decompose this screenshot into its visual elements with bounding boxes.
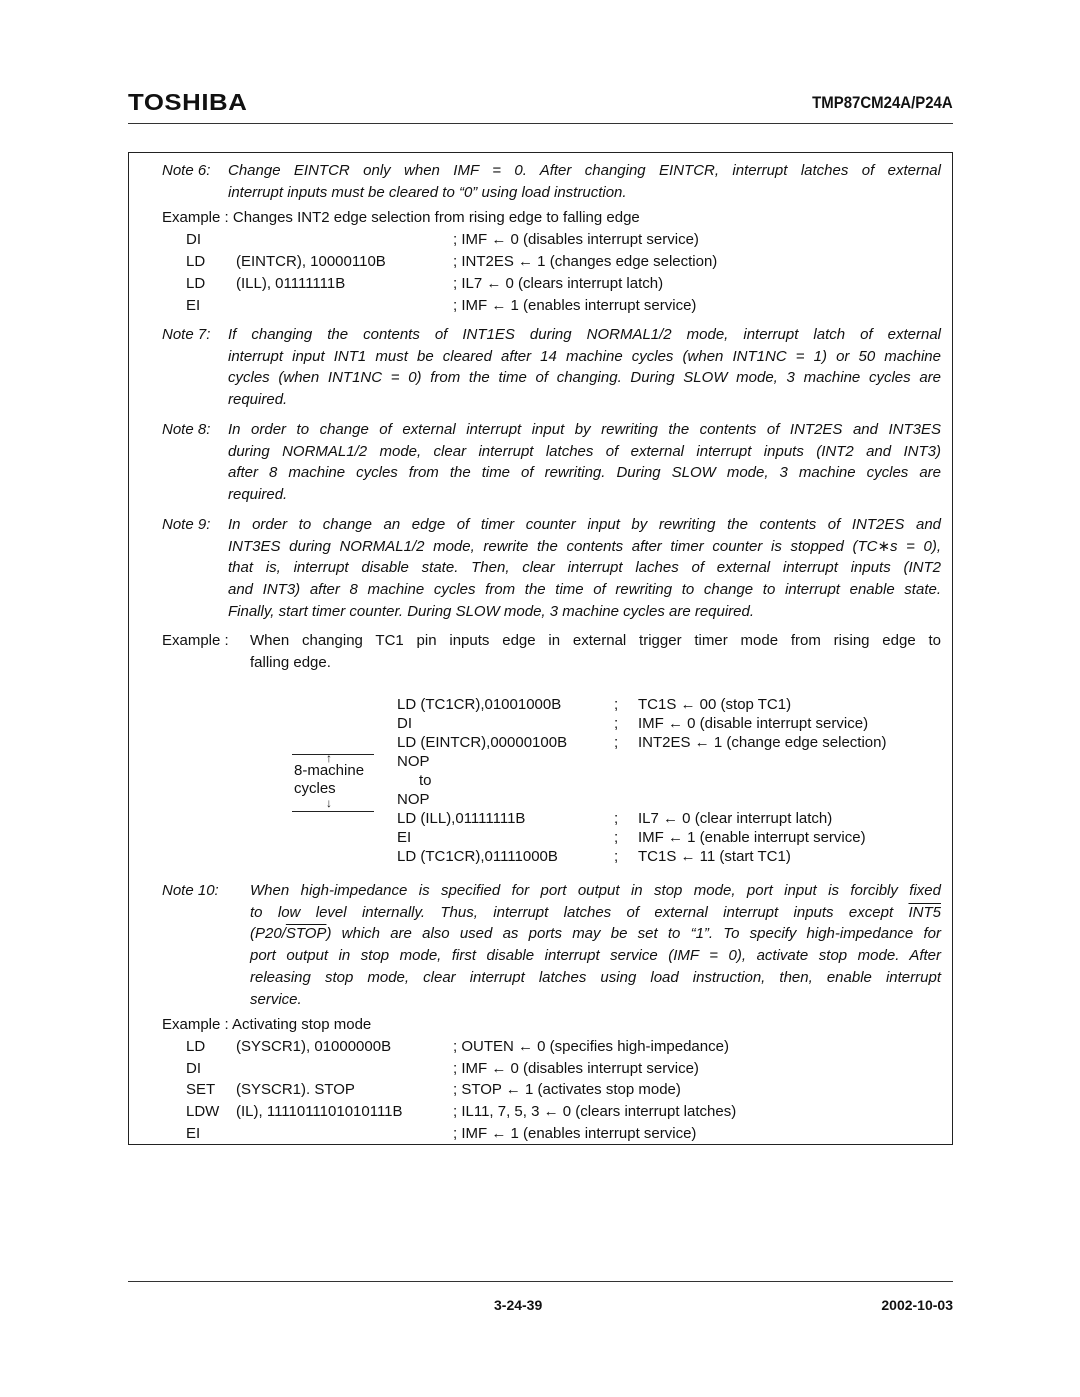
code-comment: INT2ES ← 1 (change edge selection) (638, 734, 887, 751)
code-op: LDW (186, 1103, 220, 1120)
example2-label: Example : (162, 632, 229, 649)
code-comment: IMF ← 1 (enable interrupt service) (638, 829, 866, 846)
code-line: LD (TC1CR),01001000B (397, 696, 562, 713)
code-op: LD (186, 253, 206, 270)
code-op: LD (186, 275, 206, 292)
code-op: EI (186, 297, 201, 314)
example3-title: Example : Activating stop mode (162, 1016, 372, 1033)
bracket-label-line1: 8-machine (294, 762, 365, 779)
code-semicolon: ; (614, 829, 619, 846)
code-line: LD (ILL),01111111B (397, 810, 526, 827)
code-op: DI (186, 1060, 201, 1077)
arrow-up-icon: ↑ (326, 751, 332, 765)
code-semicolon: ; (614, 715, 619, 732)
arrow-down-icon: ↓ (326, 796, 332, 810)
code-comment: TC1S ← 11 (start TC1) (638, 848, 791, 865)
code-comment: ; IMF ← 0 (disables interrupt service) (453, 1060, 699, 1077)
header-rule (128, 123, 953, 124)
code-comment: IL7 ← 0 (clear interrupt latch) (638, 810, 833, 827)
example2-text: When changing TC1 pin inputs edge in external trigger timer mode from rising edge to falling edge. (250, 632, 941, 671)
note9-text: In order to change an edge of timer counter input by rewriting the contents of INT2ES and INT3ES during NORMAL1/2 mode, rewrite the contents after timer counter is stopped (TC∗s = 0), that is, interrupt disable state. Then, clear interrupt laches of external interrupt inputs (INT2 and INT3) after 8 machine cycles from the time of rewriting to change to interrupt enable state. Finally, start timer counter. During SLOW mode, 3 machine cycles are required. (228, 516, 941, 620)
bracket-bottom-line (292, 811, 374, 812)
code-op: SET (186, 1081, 216, 1098)
note10-label: Note 10: (162, 882, 219, 899)
bracket-label-line2: cycles (294, 780, 336, 797)
part-number: TMP87CM24A/P24A (812, 93, 953, 112)
code-line: LD (EINTCR),00000100B (397, 734, 568, 751)
brand-logo: TOSHIBA (128, 89, 248, 115)
code-line: NOP (397, 791, 430, 808)
code-comment: TC1S ← 00 (stop TC1) (638, 696, 792, 713)
note10-text: When high-impedance is specified for port output in stop mode, port input is forcibly fixed to low level internally. Thus, interrupt latches of external interrupt inputs except INT5 (P20/STOP) which are also used as ports may be set to “1”. To specify high-impedance for port output in stop mode, first disable interrupt service (IMF = 0), activate stop mode. After releasing stop mode, clear interrupt latches using load instruction, then, enable interrupt service. (250, 882, 941, 1008)
code-arg: (ILL), 01111111B (236, 275, 346, 292)
code-op: LD (186, 1038, 206, 1055)
example1-title: Example : Changes INT2 edge selection from rising edge to falling edge (162, 209, 640, 226)
code-comment: ; OUTEN ← 0 (specifies high-impedance) (453, 1038, 729, 1055)
code-comment: ; IMF ← 1 (enables interrupt service) (453, 1125, 697, 1142)
code-line: EI (397, 829, 412, 846)
note9-label: Note 9: (162, 516, 211, 533)
code-op: DI (186, 231, 201, 248)
code-semicolon: ; (614, 734, 619, 751)
code-semicolon: ; (614, 810, 619, 827)
code-arg: (IL), 1111011101010111B (236, 1103, 403, 1120)
bracket-top-line (292, 754, 374, 755)
code-semicolon: ; (614, 848, 619, 865)
code-comment: IMF ← 0 (disable interrupt service) (638, 715, 869, 732)
doc-date: 2002-10-03 (881, 1297, 953, 1313)
code-line: to (419, 772, 432, 789)
code-comment: ; STOP ← 1 (activates stop mode) (453, 1081, 681, 1098)
code-arg: (SYSCR1). STOP (236, 1081, 355, 1098)
code-semicolon: ; (614, 696, 619, 713)
code-arg: (EINTCR), 10000110B (236, 253, 386, 270)
code-comment: ; IL7 ← 0 (clears interrupt latch) (453, 275, 664, 292)
code-comment: ; IL11, 7, 5, 3 ← 0 (clears interrupt latches) (453, 1103, 737, 1120)
code-line: LD (TC1CR),01111000B (397, 848, 558, 865)
code-comment: ; IMF ← 0 (disables interrupt service) (453, 231, 699, 248)
page-number: 3-24-39 (494, 1297, 543, 1313)
code-line: DI (397, 715, 412, 732)
note8-label: Note 8: (162, 421, 211, 438)
code-arg: (SYSCR1), 01000000B (236, 1038, 392, 1055)
note6-text: Change EINTCR only when IMF = 0. After changing EINTCR, interrupt latches of external interrupt inputs must be cleared to “0” using load instruction. (228, 162, 941, 201)
code-comment: ; INT2ES ← 1 (changes edge selection) (453, 253, 718, 270)
note7-label: Note 7: (162, 326, 211, 343)
note7-text: If changing the contents of INT1ES during NORMAL1/2 mode, interrupt latch of external interrupt input INT1 must be cleared after 14 machine cycles (when INT1NC = 1) or 50 machine cycles (when INT1NC = 0) from the time of changing. During SLOW mode, 3 machine cycles are required. (228, 326, 941, 409)
code-line: NOP (397, 753, 430, 770)
note6-label: Note 6: (162, 162, 211, 179)
footer-rule (128, 1281, 953, 1282)
code-comment: ; IMF ← 1 (enables interrupt service) (453, 297, 697, 314)
note8-text: In order to change of external interrupt input by rewriting the contents of INT2ES and INT3ES during NORMAL1/2 mode, clear interrupt latches of external interrupt inputs (INT2 and INT3) after 8 machine cycles from the time of rewriting. During SLOW mode, 3 machine cycles are required. (228, 421, 941, 504)
code-op: EI (186, 1125, 201, 1142)
